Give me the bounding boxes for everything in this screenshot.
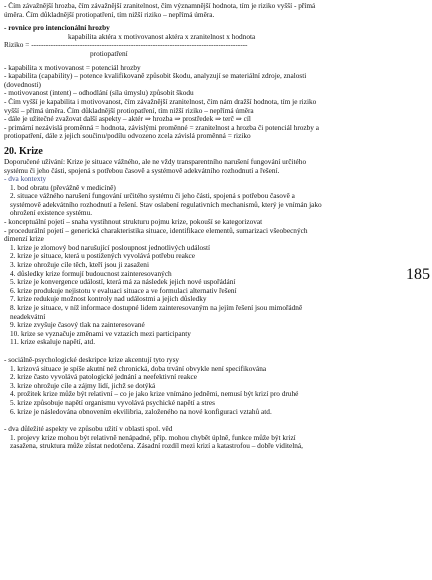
text-line: protiopatření, dále z jejich součinu/podílu odvozeno zcela závislá proměnná = riziko [4,132,251,141]
formula-numerator: kapabilita aktéra x motivovanost aktéra x zranitelnost x hodnota [68,32,256,41]
list-item: ohrožení existence systému. [10,209,93,218]
list-item: 2. krize často vyvolává patologické jednání a neefektivní reakce [10,373,198,382]
list-item: 4. prožitek krize může být relativní – co je jako krize vnímáno jedněmi, nemusí být krizí pro druhé [10,390,299,399]
list-item: zasažena, struktura může zůstat nedotčena. Zásadní rozdíl mezi krizí a katastrofou – dobře viditelná, [10,442,303,451]
list-item: 10. krize se vyznačuje změnami ve vztazích mezi participanty [10,329,191,338]
document-page [4,2,418,451]
list-item: 5. krize je konvergence událostí, která má za následek jejich nové uspořádání [10,278,236,287]
list-item: 3. krize ohrožuje cíle těch, kteří jsou ji zasaženi [10,261,149,270]
list-item: 1. projevy krize mohou být relativně nenápadné, příp. mohou chybět úplně, funkce může být krizí [10,433,296,442]
text-line: - primární nezávislá proměnná = hodnota, závislými proměnné = zranitelnost a hrozba či potenciál hrozby a [4,123,319,132]
list-item: 11. krize eskaluje napětí, atd. [10,338,96,347]
text-line: (dovednosti) [4,80,41,89]
page-number: 185 [406,266,430,283]
text-line: dimenzí krize [4,235,44,244]
text-line: - sociálně-psychologické deskripce krize akcentují tyto rysy [4,355,180,364]
text-line: - dva důležité aspekty ve způsobu užití v oblasti spol. věd [4,425,173,434]
text-line: - Čím vyšší je kapabilita i motivovanost, čím závažnější zranitelnost, čím nám dražší hodnota, tím je riziko [4,97,317,106]
list-item: systémově adekvátního rozhodnutí a řešení. Stav oslabení regulativních mechanismů, který je vnímán jako [10,200,322,209]
list-item: 1. krize je zlomový bod narušující posloupnost jednotlivých událostí [10,243,211,252]
list-item: 2. situace vážného narušení fungování určitého systému či jeho části, spojená s potřebou časově a [10,192,295,201]
text-line: - kapabilita (capability) – potence kvalifikovaně způsobit škodu, analyzují se materiální zdroje, znalosti [4,72,307,81]
text-line: - dále je užitečné zvažovat další aspekty – aktér ⇒ hrozba ⇒ prostředek ⇒ terč ⇒ cíl [4,115,251,124]
heading-line: - rovnice pro intencionální hrozby [4,24,110,33]
list-item: neadekvátní [10,312,46,321]
text-line: úměra. Čím důkladnější protiopatření, tím nižší riziko – nepřímá úměra. [4,10,215,19]
definition-line: systému či jeho části, spojená s potřebou časově a systémově adekvátního rozhodnutí a řešení. [4,166,280,175]
list-item: 9. krize zvyšuje časový tlak na zainteresované [10,321,145,330]
subheading-line: - dva kontexty [4,175,47,184]
list-item: 3. krize ohrožuje cíle a zájmy lidí, jichž se dotýká [10,381,156,390]
list-item: 1. bod obratu (převážně v medicíně) [10,183,116,192]
list-item: 6. krize produkuje nejistotu v evaluaci situace a ve formulaci alternativ řešení [10,286,237,295]
text-line: vyšší – přímá úměra. Čím důkladnější protiopatření, tím nižší riziko – nepřímá úměra [4,106,254,115]
text-line: - konceptuální pojetí – snaha vystihnout strukturu pojmu krize, pokouší se kategorizovat [4,218,263,227]
list-item: 4. důsledky krize formují budoucnost zainteresovaných [10,269,172,278]
definition-line: Doporučené užívání: Krize je situace vážného, ale ne vždy transparentního narušení fungování určitého [4,157,307,166]
formula-line: Riziko = ----------------------------------------------------------------------------------------- [4,41,248,50]
formula-denominator: protiopatření [90,49,128,58]
text-line: - procedurální pojetí – generická charakteristika situace, identifikace elementů, sumarizaci všeobecných [4,226,308,235]
list-item: 2. krize je situace, která u postižených vyvolává potřebu reakce [10,252,195,261]
list-item: 8. krize je situace, v níž informace dostupné lidem zainteresovaným na jejím řešení jsou mimořádně [10,304,303,312]
text-line: - kapabilita x motivovanost = potenciál hrozby [4,63,141,72]
list-item: 7. krize redukuje možnost kontroly nad událostmi a jejich důsledky [10,295,207,304]
list-item: 5. krize způsobuje napětí organismu vyvolává psychické napětí a stres [10,398,215,407]
list-item: 1. krizová situace je spíše akutní než chronická, doba trvání obvykle není specifikována [10,364,267,373]
text-line: - motivovanost (intent) – odhodlání (síla úmyslu) způsobit škodu [4,89,194,98]
text-line: - Čím závažnější hrozba, čím závažnější zranitelnost, čím významnější hodnota, tím je riziko vyšší - přímá [4,2,316,10]
section-heading: 20. Krize [4,145,43,157]
list-item: 6. krize je následována obnovením ekvilibria, založeného na nové konfiguraci vztahů atd. [10,407,272,416]
